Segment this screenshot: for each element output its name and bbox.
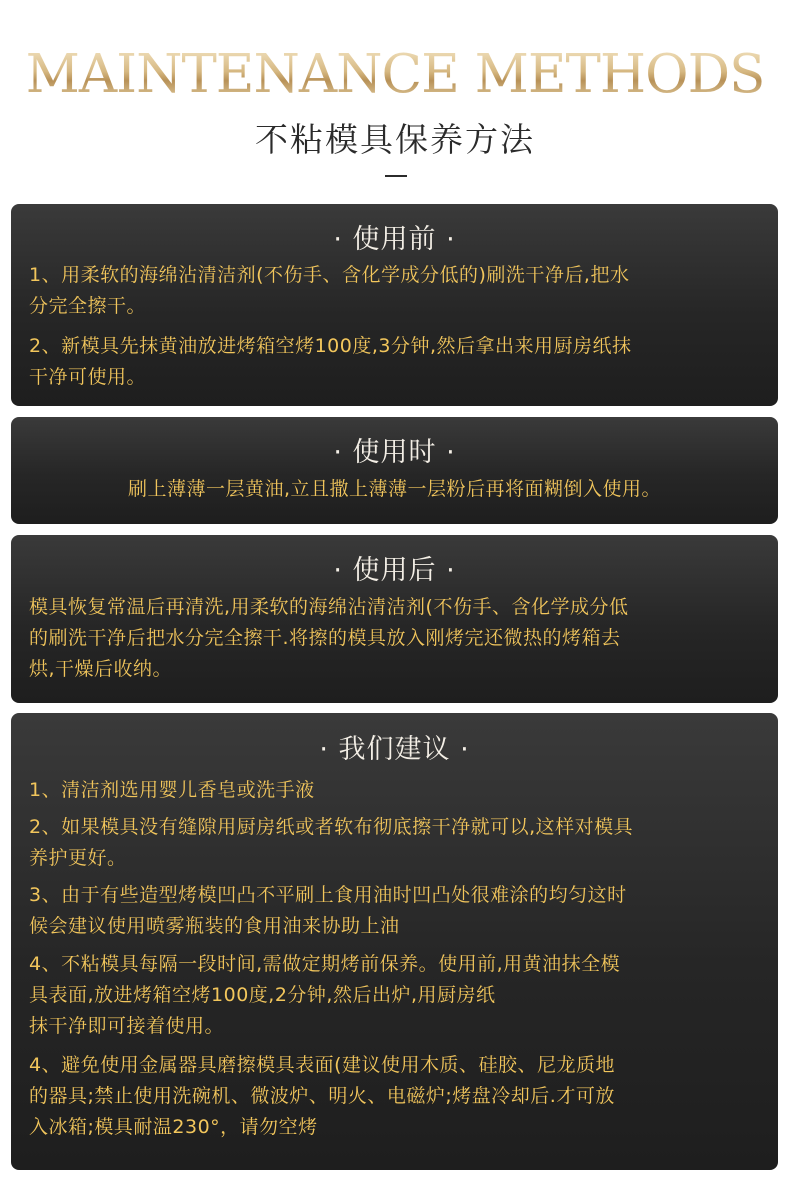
header-divider (385, 175, 407, 177)
section-title: · 使用后 · (333, 555, 456, 586)
section-suggestions (11, 713, 778, 1170)
text-line: 4、不粘模具每隔一段时间,需做定期烤前保养。使用前,用黄油抹全模 (29, 953, 621, 975)
header-subtitle: 不粘模具保养方法 (255, 120, 535, 159)
section-during-use (11, 417, 778, 524)
text-line: 的器具;禁止使用洗碗机、微波炉、明火、电磁炉;烤盘冷却后.才可放 (29, 1085, 615, 1107)
text-line: 4、避免使用金属器具磨擦模具表面(建议使用木质、硅胶、尼龙质地 (29, 1054, 616, 1076)
text-line: 分完全擦干。 (29, 295, 147, 317)
text-line: 刷上薄薄一层黄油,立且撒上薄薄一层粉后再将面糊倒入使用。 (127, 478, 662, 500)
section-title: · 使用时 · (333, 437, 456, 468)
text-line: 1、清洁剂选用婴儿香皂或洗手液 (29, 779, 315, 801)
text-line: 1、用柔软的海绵沾清洁剂(不伤手、含化学成分低的)刷洗干净后,把水 (29, 264, 630, 286)
text-line: 的刷洗干净后把水分完全擦干.将擦的模具放入刚烤完还微热的烤箱去 (29, 627, 621, 649)
text-line: 3、由于有些造型烤模凹凸不平刷上食用油时凹凸处很难涂的均匀这时 (29, 884, 627, 906)
text-line: 抹干净即可接着使用。 (29, 1015, 225, 1037)
text-line: 烘,干燥后收纳。 (29, 658, 173, 680)
text-line: 候会建议使用喷雾瓶装的食用油来协助上油 (29, 915, 400, 937)
section-after-use (11, 535, 778, 703)
section-title: · 使用前 · (333, 224, 456, 255)
text-line: 干净可使用。 (29, 366, 147, 388)
text-line: 模具恢复常温后再清洗,用柔软的海绵沾清洁剂(不伤手、含化学成分低 (29, 596, 629, 618)
section-title: · 我们建议 · (319, 734, 470, 765)
text-line: 2、新模具先抹黄油放进烤箱空烤100度,3分钟,然后拿出来用厨房纸抹 (29, 335, 632, 357)
header-title: MAINTENANCE METHODS (0, 44, 790, 105)
text-line: 2、如果模具没有缝隙用厨房纸或者软布彻底擦干净就可以,这样对模具 (29, 816, 634, 838)
section-before-use (11, 204, 778, 406)
text-line: 入冰箱;模具耐温230°，请勿空烤 (29, 1116, 318, 1138)
text-line: 具表面,放进烤箱空烤100度,2分钟,然后出炉,用厨房纸 (29, 984, 496, 1006)
text-line: 养护更好。 (29, 847, 127, 869)
